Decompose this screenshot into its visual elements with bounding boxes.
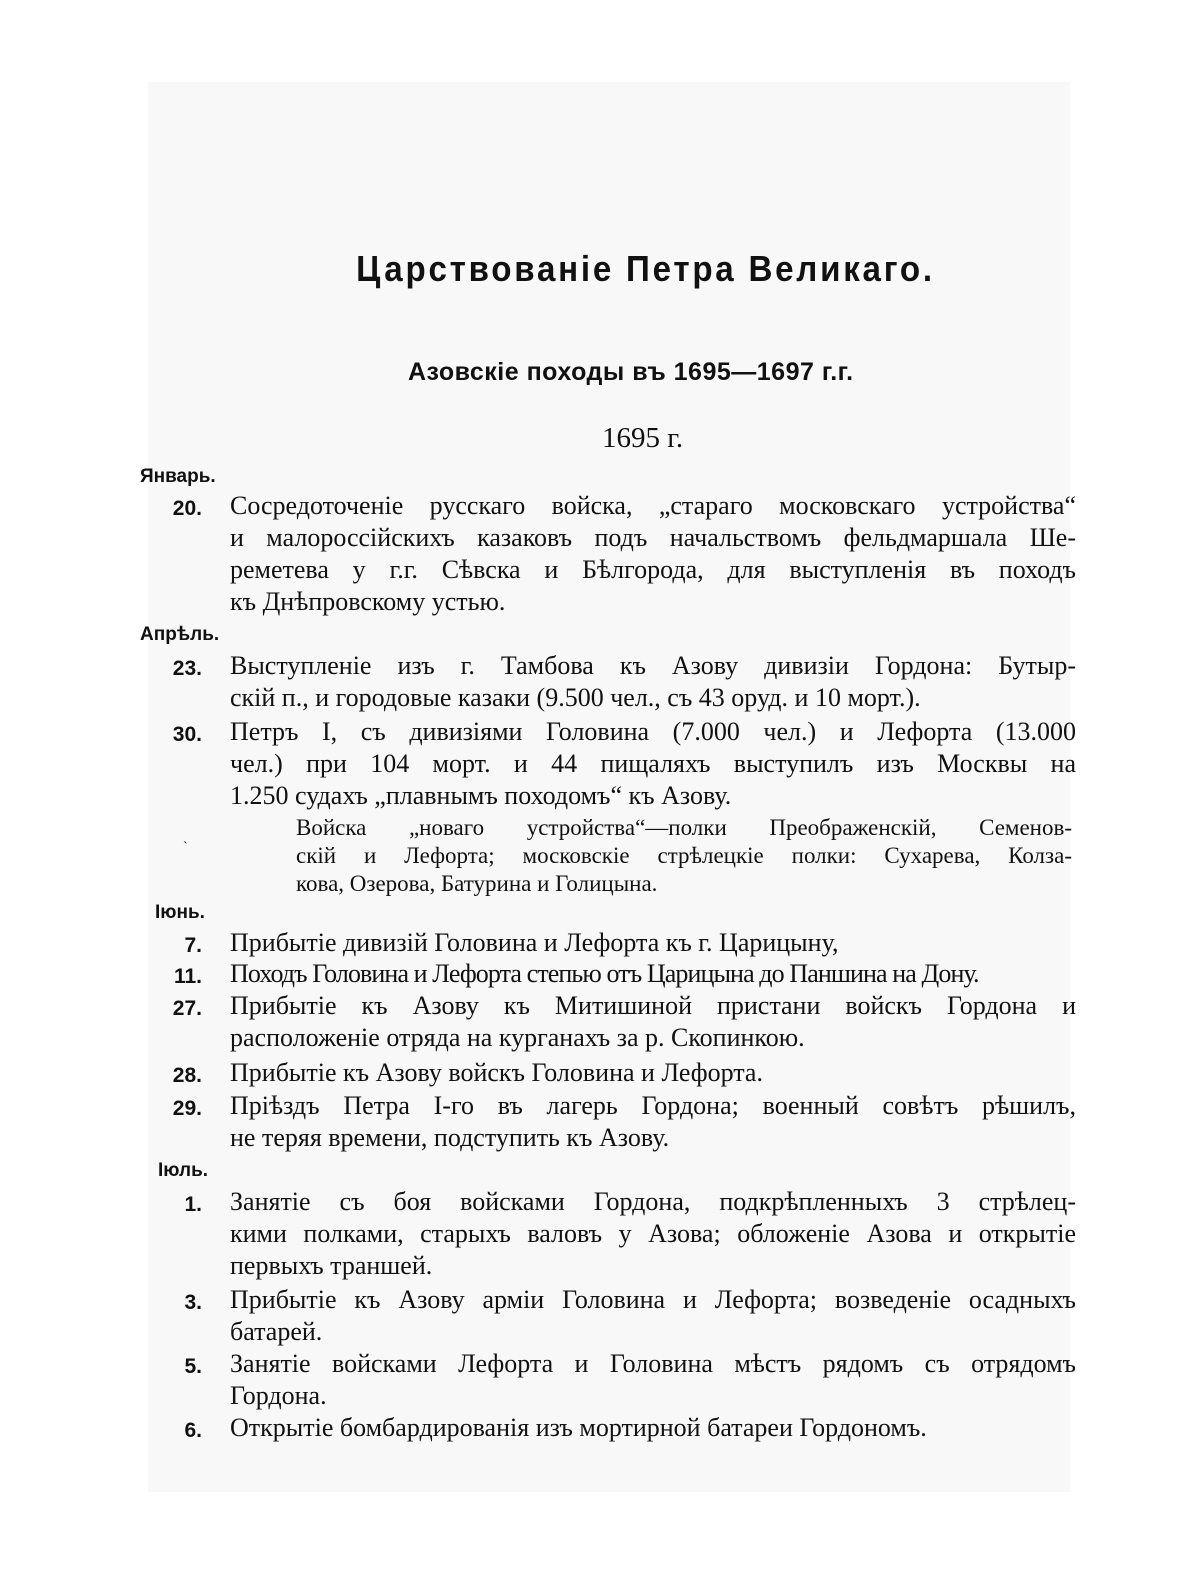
entry-text: Прибытіе къ Азову войскъ Головина и Лефорта. (230, 1058, 763, 1087)
entry-day: 28. (172, 1064, 202, 1087)
section-subtitle: Азовскіе походы въ 1695—1697 г.г. (408, 358, 854, 386)
entry-text: Выступленіе изъ г. Тамбова къ Азову дивизіи Гордона: Бутыр- скій п., и городовые казаки (9.500 чел., съ 43 оруд. и 10 морт.). (230, 651, 1076, 712)
entry-day: 7. (184, 934, 202, 957)
month-january: Январь. (140, 466, 216, 487)
entry-day: 3. (184, 1291, 202, 1314)
entry-text: Походъ Головина и Лефорта степью отъ Царицына до Паншина на Дону. (230, 959, 979, 988)
entry-day: 23. (172, 657, 202, 680)
entry-day: 29. (172, 1097, 202, 1120)
entry-day: 5. (184, 1355, 202, 1378)
entry-day: 1. (184, 1193, 202, 1216)
month-july: Іюль. (158, 1160, 209, 1181)
entry-text: Пріѣздъ Петра I-го въ лагерь Гордона; военный совѣтъ рѣшилъ, не теряя времени, подступить къ Азову. (230, 1091, 1076, 1152)
entry-text: Прибытіе къ Азову арміи Головина и Лефорта; возведеніе осадныхъ батарей. (230, 1285, 1076, 1346)
entry-text: Занятіе съ боя войсками Гордона, подкрѣпленныхъ 3 стрѣлец- кими полками, старыхъ валовъ у Азова; обложеніе Азова и открытіе первыхъ траншей. (230, 1187, 1076, 1280)
entry-day: 11. (173, 965, 202, 988)
entry-text: Прибытіе къ Азову къ Митишиной пристани войскъ Гордона и расположеніе отряда на курганахъ за р. Скопинкою. (230, 991, 1076, 1052)
entry-text: Занятіе войсками Лефорта и Головина мѣстъ рядомъ съ отрядомъ Гордона. (230, 1349, 1076, 1410)
entry-text: Открытіе бомбардированія изъ мортирной батареи Гордономъ. (230, 1413, 927, 1442)
page-title: Царствованіе Петра Великаго. (356, 248, 935, 289)
entry-day: 6. (184, 1419, 202, 1442)
entry-day: 20. (172, 497, 202, 520)
month-april: Апрѣль. (140, 624, 220, 645)
year-heading: 1695 г. (602, 422, 684, 454)
print-speck: ˋ (183, 840, 188, 855)
entry-text: Сосредоточеніе русскаго войска, „стараго московскаго устройства“ и малороссійскихъ казаковъ подъ начальствомъ фельдмаршала Ше- реметева у г.г. Сѣвска и Бѣлгорода, для выступленія въ походъ къ Днѣпровскому устью. (230, 491, 1076, 616)
entry-day: 30. (172, 723, 202, 746)
month-june: Іюнь. (155, 902, 205, 923)
entry-text: Петръ I, съ дивизіями Головина (7.000 чел.) и Лефорта (13.000 чел.) при 104 морт. и 44 пищаляхъ выступилъ изъ Москвы на 1.250 судахъ „плавнымъ походомъ“ къ Азову. (230, 717, 1076, 810)
entry-day: 27. (172, 997, 202, 1020)
entry-note: Войска „новаго устройства“—полки Преображенскій, Семенов- скій и Лефорта; московскіе стрѣлецкіе полки: Сухарева, Колза- кова, Озерова, Батурина и Голицына. (296, 815, 1072, 896)
entry-text: Прибытіе дивизій Головина и Лефорта къ г. Царицыну, (230, 928, 839, 957)
